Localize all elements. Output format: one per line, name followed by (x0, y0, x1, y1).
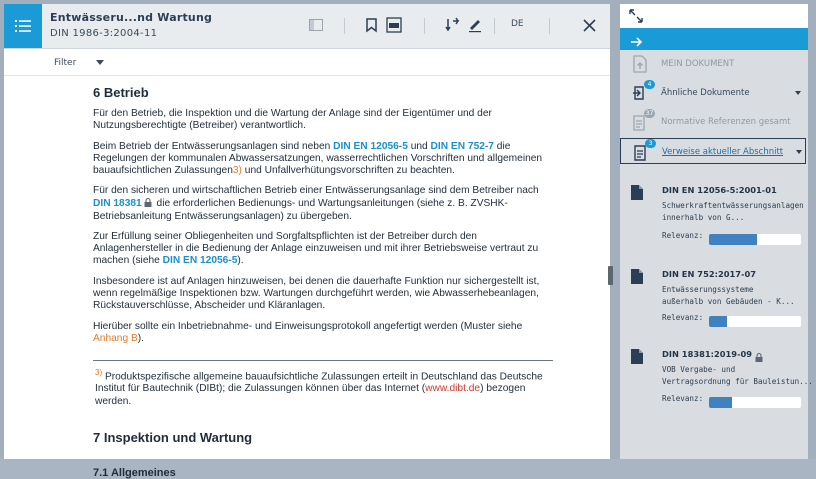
scrollbar-thumb[interactable] (608, 266, 613, 285)
my-document-item[interactable]: MEIN DOKUMENT (620, 51, 808, 77)
toc-menu-button[interactable] (4, 4, 42, 48)
relevance-label: Relevanz: (662, 394, 704, 403)
count-badge: 3 (645, 139, 656, 148)
language-selector[interactable]: DE (511, 19, 524, 29)
panel-toggle-bar[interactable] (620, 28, 808, 50)
filter-dropdown-label[interactable]: Filter (54, 58, 77, 68)
side-panel (620, 4, 813, 459)
norm-link[interactable]: DIN EN 12056-5 (333, 140, 408, 152)
footnote: $^{3)}$ Produktspezifische allgemeine bauaufsichtliche Zulassungen erteilt in Deutschland das Deutsche Institut für Bautechnik (DIBt); die Zulassungen können über das Internet (www.dibt.de) bezogen werden. (95, 368, 543, 407)
reference-item[interactable] (620, 267, 808, 337)
norm-link[interactable]: DIN EN 752-7 (430, 140, 494, 152)
document-number: DIN 1986-3:2004-11 (50, 28, 158, 39)
chevron-down-icon[interactable] (795, 91, 801, 95)
separator (424, 18, 425, 34)
document-icon (631, 349, 643, 368)
paragraph: Für den sicheren und wirtschaftlichen Betrieb einer Entwässerungsanlage sind dem Betreiber nach DIN 18381 die erforderlichen Bedienungs- und Wartungsanleitungen (siehe z. B. ZVSHK-Betriebsanleitung Entwässerungsanlagen) zu übergeben. (93, 185, 539, 222)
relevance-bar (709, 397, 801, 408)
reference-title[interactable]: DIN EN 752:2017-07 (662, 269, 757, 279)
normative-references-item[interactable]: 37 Normative Referenzen gesamt (620, 109, 808, 135)
relevance-label: Relevanz: (662, 231, 704, 240)
pdf-icon[interactable] (385, 16, 403, 34)
section-heading: 7 Inspektion und Wartung (93, 429, 253, 445)
count-badge: 37 (645, 110, 654, 117)
document-pane (4, 4, 610, 479)
annotate-pen-icon[interactable] (466, 16, 484, 34)
chevron-down-icon[interactable] (96, 60, 104, 65)
norm-link[interactable]: DIN 18381 (93, 197, 142, 209)
reference-item[interactable] (620, 347, 813, 417)
close-icon[interactable] (580, 16, 598, 34)
arrow-right-icon (630, 33, 643, 52)
separator (344, 18, 345, 34)
reference-item[interactable] (620, 183, 808, 253)
footnote-ref[interactable]: 3) (232, 164, 242, 176)
paragraph: Zur Erfüllung seiner Obliegenheiten und Sorgfaltspflichten ist der Betreiber durch den Anlagenhersteller in die Bedienung der Anlage einzuweisen und mit ihrer Betriebsweise vertraut zu machen (siehe DIN EN 12056-5). (93, 231, 539, 267)
bookmark-icon[interactable] (362, 16, 380, 34)
norm-link[interactable]: DIN EN 12056-5 (162, 255, 238, 267)
relevance-bar-fill (709, 316, 727, 327)
paragraph: Insbesondere ist auf Anlagen hinzuweisen, bei denen die dauerhafte Funktion nur sichergestellt ist, wenn regelmäßige Inspektionen bzw. Wartungen durchgeführt werden, wie Abwasserhebeanlagen, Rückstauverschlüsse, Abscheider und Kläranlagen. (93, 276, 540, 312)
external-link[interactable]: www.dibt.de (425, 383, 481, 395)
relevance-bar-fill (709, 397, 732, 408)
separator (549, 18, 550, 34)
lock-icon (144, 198, 152, 211)
reference-title[interactable]: DIN EN 12056-5:2001-01 (662, 185, 777, 195)
reference-description: Schwerkraftentwässerungsanlagen innerhalb von G... (662, 201, 804, 223)
document-icon (631, 185, 643, 204)
list-icon (15, 19, 31, 33)
similar-documents-item[interactable]: 4 Ähnliche Dokumente (620, 80, 808, 106)
section-heading: 6 Betrieb (93, 85, 149, 100)
relevance-bar-fill (709, 234, 757, 245)
document-header (4, 4, 610, 49)
document-title: Entwässeru...nd Wartung (50, 11, 213, 24)
separator (494, 18, 495, 34)
filter-bar (4, 49, 610, 76)
paragraph: Beim Betrieb der Entwässerungsanlagen sind neben DIN EN 12056-5 und DIN EN 752-7 die Regelungen der kommunalen Abwassersatzungen, wasserrechtlichen Vorschriften und allgemeinen bauaufsichtlichen Zulassungen3) und Unfallverhütungsvorschriften zu beachten. (93, 140, 543, 176)
reference-description: Entwässerungssysteme außerhalb von Gebäuden - K... (662, 285, 795, 307)
document-icon (631, 269, 643, 288)
reference-description: VOB Vergabe- und Vertragsordnung für Bauleistun... (662, 365, 813, 387)
compare-icon[interactable] (444, 16, 462, 34)
panel-top (620, 4, 808, 28)
annex-link[interactable]: Anhang B (93, 332, 138, 344)
relevance-label: Relevanz: (662, 313, 704, 322)
chevron-down-icon[interactable] (796, 150, 802, 154)
paragraph: Für den Betrieb, die Inspektion und die Wartung der Anlage sind der Eigentümer und der Nutzungsberechtigte (Betreiber) verantwortlich. (93, 108, 492, 132)
paragraph: Hierüber sollte ein Inbetriebnahme- und Einweisungsprotokoll angefertigt werden (Muster siehe Anhang B). (93, 320, 523, 344)
split-view-icon[interactable] (307, 16, 325, 34)
reference-title[interactable]: DIN 18381:2019-09 (662, 349, 753, 359)
footnote-divider (93, 360, 553, 361)
collapse-arrows-icon[interactable] (629, 8, 643, 27)
document-content (93, 85, 553, 479)
document-upload-icon (632, 55, 650, 73)
count-badge: 4 (644, 80, 655, 89)
relevance-bar (709, 316, 801, 327)
relevance-bar (709, 234, 801, 245)
subsection-heading: 7.1 Allgemeines (93, 466, 176, 479)
section-references-item[interactable]: 3 Verweise aktueller Abschnitt (620, 138, 806, 164)
